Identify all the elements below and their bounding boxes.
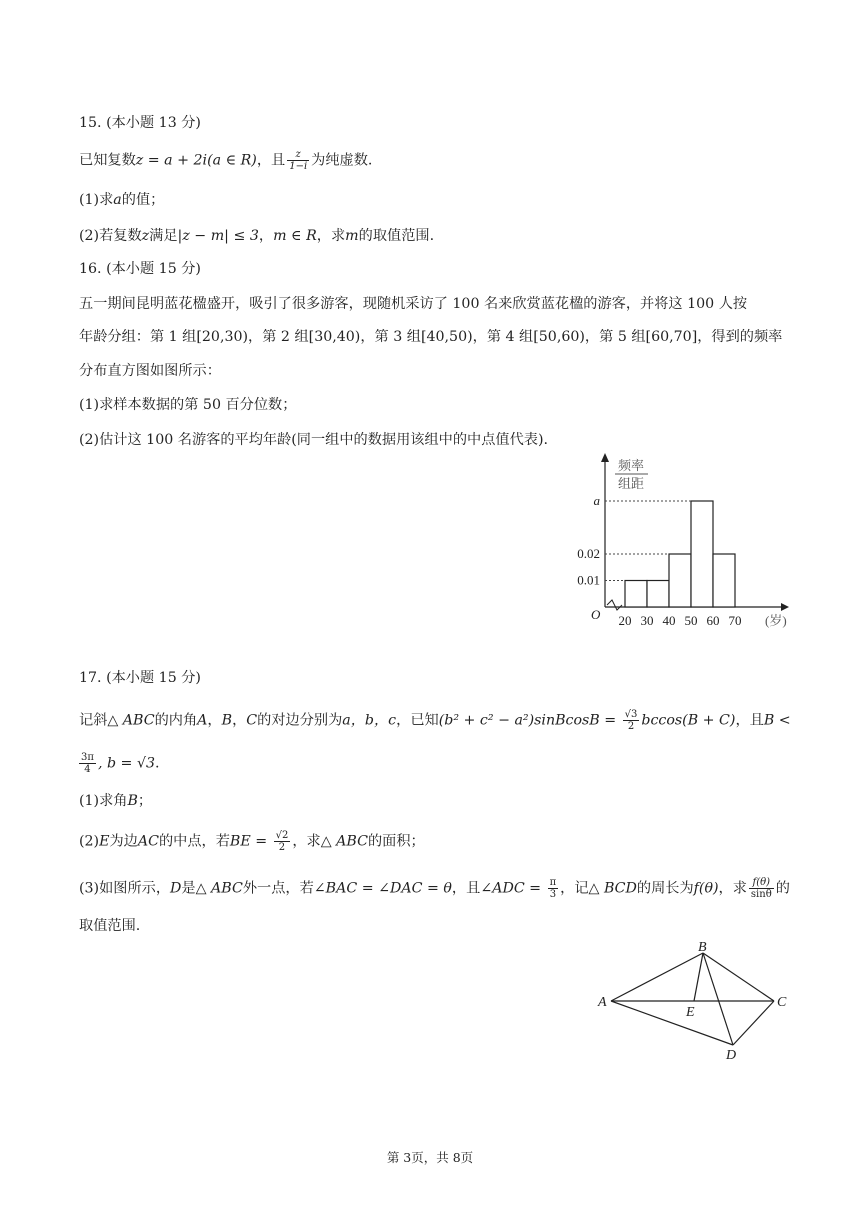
q16-part1: (1)求样本数据的第 50 百分位数； [79,397,297,413]
q16-line2: 年龄分组：第 1 组[20,30)，第 2 组[30,40)，第 3 组[40,50)，第 4 组[50,60)，第 5 组[60,70]，得到的频率 [79,329,783,345]
q15-stem [79,149,372,172]
q17-part3-line2: 取值范围. [79,918,141,934]
q16-title: 16. (本小题 15 分) [79,261,201,277]
q15-part2: (2)若复数z满足|z − m| ≤ 3，m ∈ R，求m的取值范围. [79,228,435,244]
segment-BE [694,953,703,1001]
q15-part1: (1)求a的值； [79,192,165,208]
label-A: A [598,995,607,1010]
histogram-bar [691,501,713,607]
x-axis-unit-label: (岁) [765,613,787,628]
x-tick-label: 70 [728,613,742,628]
x-tick-label: 60 [706,613,720,628]
q15-title: 15. (本小题 13 分) [79,115,201,131]
histogram-bar [669,554,691,607]
q17-part3: (3)如图所示，D是△ ABC外一点，若∠BAC = ∠DAC = θ，且∠ADC = $\frac{\pi}{3}$ ，记△ BCD的周长为f(θ)，求 $\frac{f(\theta)}{\sin\theta}$ 的 [79,877,790,900]
y-label-top: 频率 [617,458,645,473]
y-tick-label: 0.02 [577,546,600,561]
q16-line3: 分布直方图如图所示： [79,363,221,379]
triangle-diagram [590,935,800,1065]
y-label-bottom: 组距 [617,476,645,491]
q17-part2: (2)E为边AC的中点，若BE = $\frac{√2}{2}$ ，求△ ABC的面积； [79,830,425,853]
x-tick-label: 20 [618,613,632,628]
q15-stem-text-3: 为纯虚数. [311,152,373,169]
histogram-bar [625,581,647,608]
segment-AB [611,953,703,1001]
x-tick-label: 40 [662,613,676,628]
segment-AD [611,1001,733,1045]
f-theta-over-sin-theta: $\frac{f(\theta)}{\sin\theta}$ [750,877,772,900]
q15-fraction: $\frac{z}{1-i}$ [289,149,308,172]
label-D: D [726,1048,737,1063]
label-E: E [686,1005,695,1020]
y-tick-label: 0.01 [577,572,600,588]
x-tick-label: 50 [684,613,698,628]
sqrt3-over-2: $\frac{√3}{2}$ [624,709,638,732]
sqrt2-over-2: $\frac{√2}{2}$ [275,830,289,853]
histogram-bar [713,554,735,607]
x-axis-arrow [781,603,789,611]
three-pi-over-4: $\frac{3\pi}{4}$ [81,752,94,775]
pi-over-3: $\frac{\pi}{3}$ [549,877,557,900]
axis-break [607,600,622,610]
segment-BC [703,953,774,1001]
label-B: B [698,940,707,955]
label-C: C [777,995,787,1010]
q16-line1: 五一期间昆明蓝花楹盛开，吸引了很多游客，现随机采访了 100 名来欣赏蓝花楹的游客，并将这 100 人按 [79,296,748,312]
q15-stem-text-2: ，且 [256,152,286,169]
segment-BD [703,953,733,1045]
histogram-bar [647,581,669,608]
segment-CD [733,1001,774,1045]
y-axis-arrow [601,453,609,462]
y-tick-label: a [593,493,600,508]
frequency-histogram [560,450,800,635]
origin-label: O [591,607,601,622]
x-tick-label: 30 [640,613,654,628]
q15-stem-text: 已知复数 [79,152,136,169]
q17-stem-line1: 记斜△ ABC的内角A，B，C的对边分别为a，b，c，已知(b² + c² − a²)sinBcosB = $\frac{√3}{2}$ bccos(B + C)，且B < [79,709,791,732]
q15-complex-z: z = a + 2i(a ∈ R) [135,152,257,169]
q17-stem-line2: $\frac{3\pi}{4}$ , b = √3. [81,752,160,775]
page-footer: 第 3页，共 8页 [386,1150,474,1165]
q17-title: 17. (本小题 15 分) [79,670,201,686]
q17-part1: (1)求角B； [79,793,153,809]
q16-part2: (2)估计这 100 名游客的平均年龄(同一组中的数据用该组中的中点值代表). [79,432,549,448]
